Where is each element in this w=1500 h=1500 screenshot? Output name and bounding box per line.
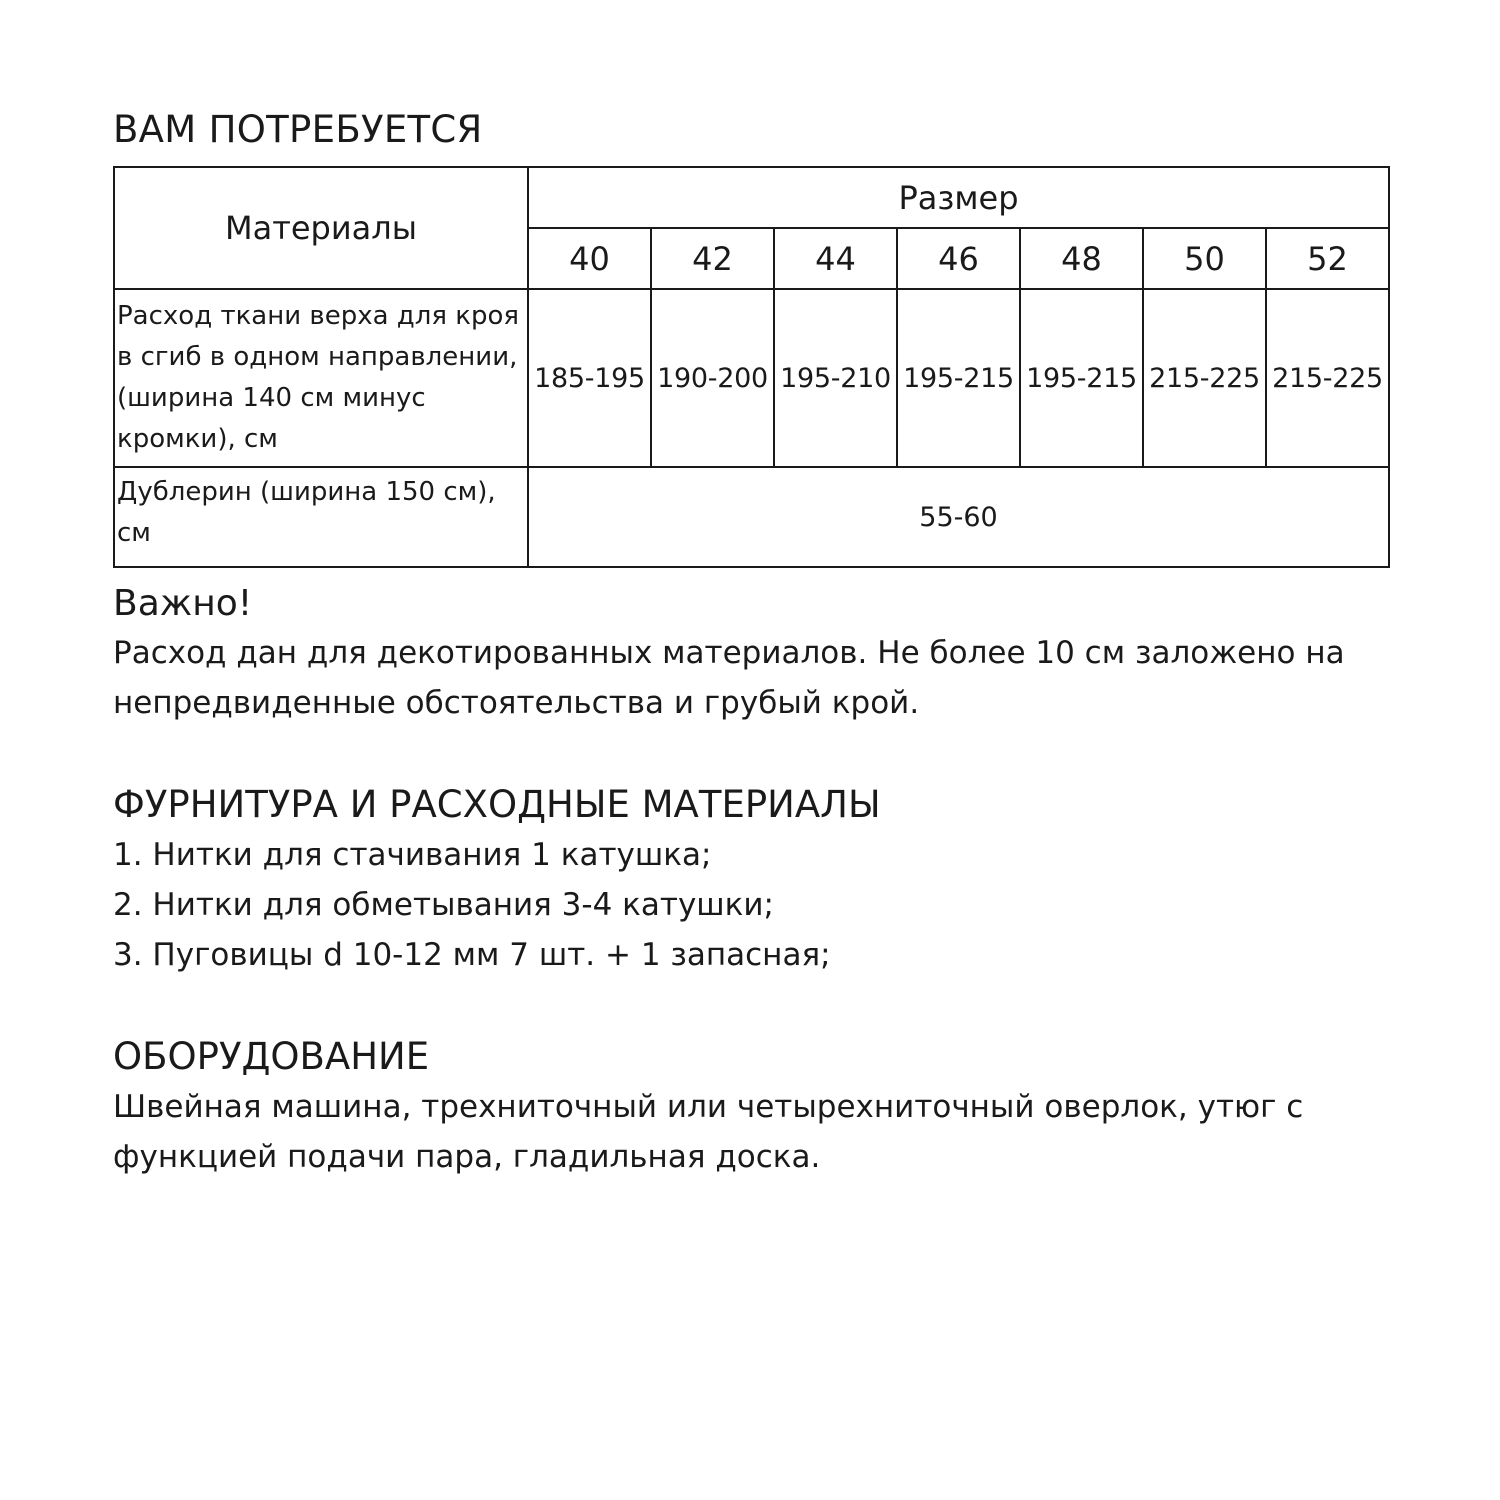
size-cell: 46: [897, 228, 1020, 289]
equipment-text: Швейная машина, трехниточный или четырехниточный оверлок, утюг с функцией подачи пара, гладильная доска.: [113, 1089, 1304, 1175]
value-cell: 185-195: [528, 289, 651, 467]
list-item: 2. Нитки для обметывания 3-4 катушки;: [113, 887, 774, 923]
value-cell: 195-215: [897, 289, 1020, 467]
hardware-list: [113, 830, 1388, 980]
table-row: [114, 289, 1389, 467]
value-cell: 195-215: [1020, 289, 1143, 467]
value-cell: 195-210: [774, 289, 897, 467]
equipment-title: ОБОРУДОВАНИЕ: [113, 1035, 430, 1078]
size-cell: 40: [528, 228, 651, 289]
size-cell: 44: [774, 228, 897, 289]
list-item: 1. Нитки для стачивания 1 катушка;: [113, 837, 712, 873]
value-cell: 190-200: [651, 289, 774, 467]
row-label-interfacing: Дублерин (ширина 150 см), см: [114, 467, 528, 567]
materials-header: Материалы: [114, 167, 528, 289]
important-section: [113, 583, 1388, 728]
important-title: Важно!: [113, 583, 253, 624]
materials-table: [113, 166, 1390, 568]
equipment-section: [113, 1035, 1388, 1182]
size-header: Размер: [528, 167, 1389, 228]
value-cell: 215-225: [1143, 289, 1266, 467]
size-cell: 48: [1020, 228, 1143, 289]
list-item: 3. Пуговицы d 10-12 мм 7 шт. + 1 запасная;: [113, 937, 831, 973]
hardware-title: ФУРНИТУРА И РАСХОДНЫЕ МАТЕРИАЛЫ: [113, 783, 881, 826]
size-cell: 52: [1266, 228, 1389, 289]
row-label-fabric: Расход ткани верха для кроя в сгиб в одном направлении, (ширина 140 см минус кромки), см: [114, 289, 528, 467]
value-cell-merged: 55-60: [528, 467, 1389, 567]
value-cell: 215-225: [1266, 289, 1389, 467]
hardware-section: [113, 783, 1388, 980]
important-text: Расход дан для декотированных материалов. Не более 10 см заложено на непредвиденные обстоятельства и грубый крой.: [113, 635, 1345, 721]
page-title: ВАМ ПОТРЕБУЕТСЯ: [113, 108, 483, 151]
table-row: [114, 467, 1389, 567]
size-cell: 42: [651, 228, 774, 289]
size-cell: 50: [1143, 228, 1266, 289]
